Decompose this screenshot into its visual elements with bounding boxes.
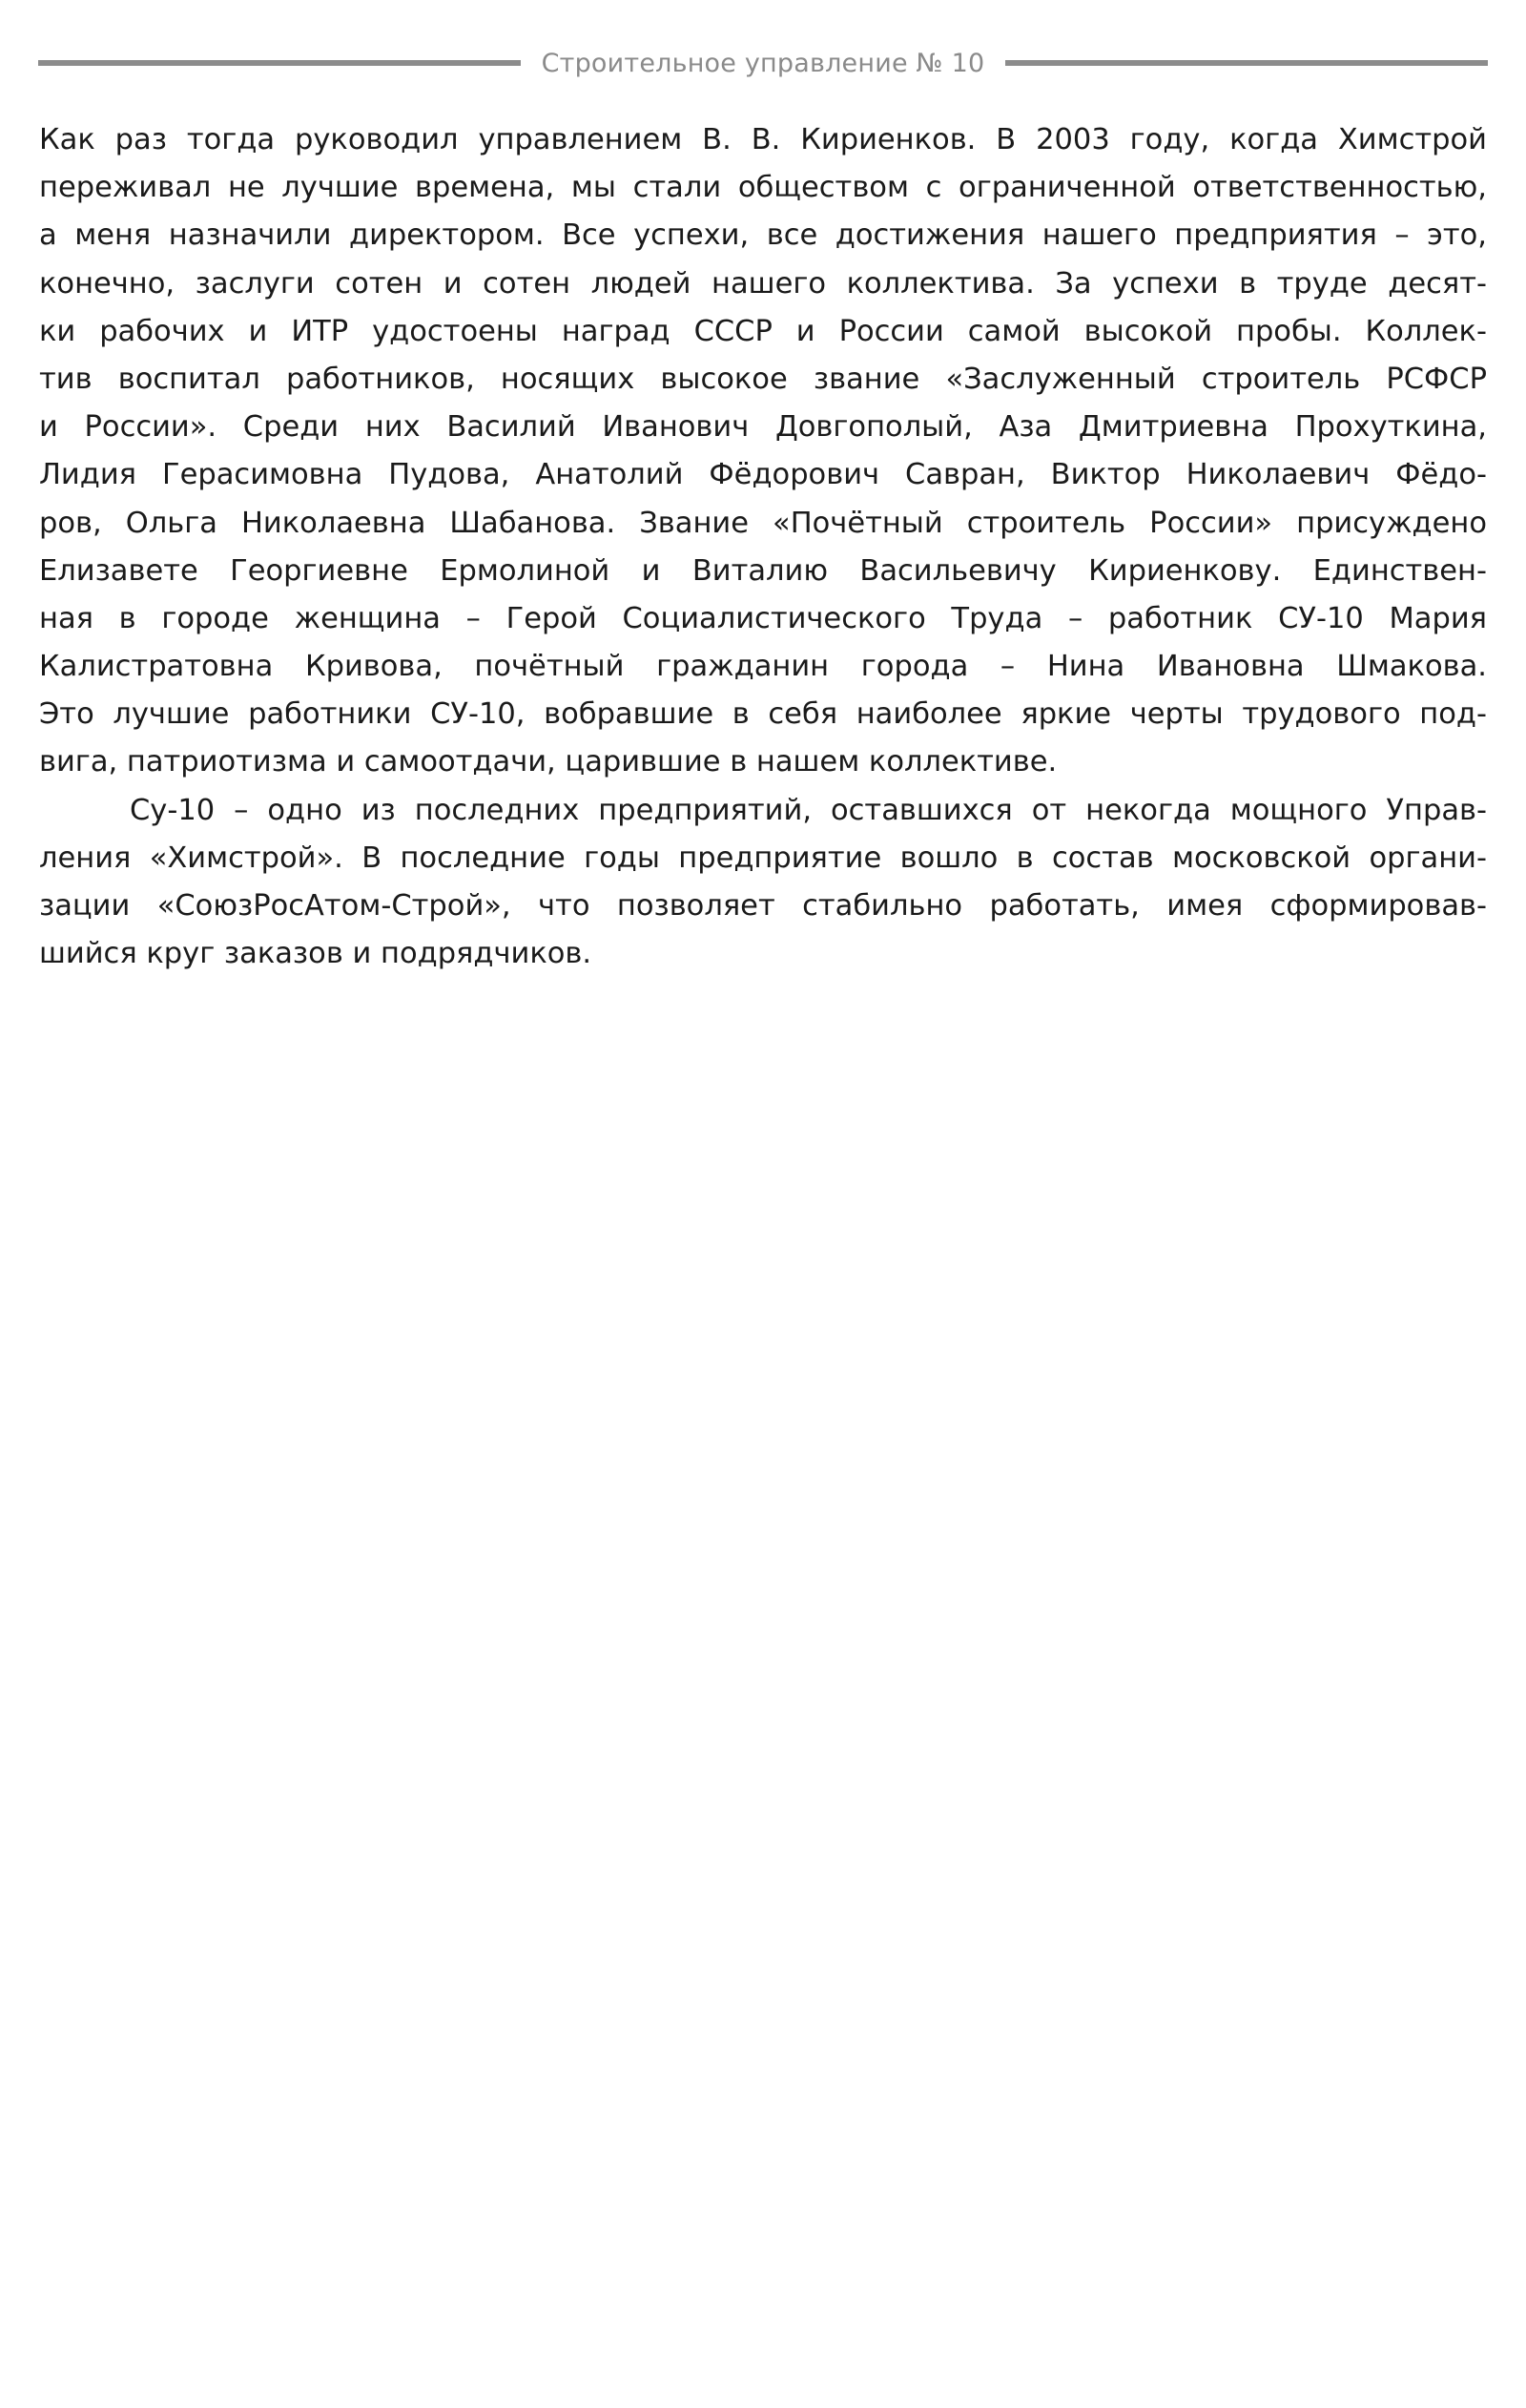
text-line: переживал не лучшие времена, мы стали обществом с ограниченной ответственностью,: [39, 171, 1487, 205]
text-line: ная в городе женщина – Герой Социалистического Труда – работник СУ-10 Мария: [39, 601, 1487, 635]
text-line: ления «Химстрой». В последние годы предприятие вошло в состав московской органи-: [39, 841, 1487, 875]
header-rule-right: [1005, 60, 1488, 66]
paragraph-2: [39, 787, 1487, 979]
header-rule-left: [38, 60, 521, 66]
text-line: Это лучшие работники СУ-10, вобравшие в себя наиболее яркие черты трудового под-: [39, 697, 1487, 732]
header-title: Строительное управление № 10: [541, 48, 985, 78]
text-line: шийся круг заказов и подрядчиков.: [39, 937, 592, 971]
text-line: и России». Среди них Василий Иванович Довгополый, Аза Дмитриевна Прохуткина,: [39, 410, 1487, 445]
text-line: зации «СоюзРосАтом-Строй», что позволяет стабильно работать, имея сформировав-: [39, 889, 1487, 923]
text-line: а меня назначили директором. Все успехи, все достижения нашего предприятия – это,: [39, 218, 1487, 253]
text-line: Как раз тогда руководил управлением В. В. Кириенков. В 2003 году, когда Химстрой: [39, 123, 1487, 156]
paragraph-1: [39, 116, 1487, 787]
text-line: ки рабочих и ИТР удостоены наград СССР и России самой высокой пробы. Коллек-: [39, 314, 1487, 348]
text-line: Елизавете Георгиевне Ермолиной и Виталию Васильевичу Кириенкову. Единствен-: [39, 553, 1487, 588]
running-header: [38, 44, 1488, 82]
text-line: вига, патриотизма и самоотдачи, царившие в нашем коллективе.: [39, 745, 1058, 779]
text-line: конечно, заслуги сотен и сотен людей нашего коллектива. За успехи в труде десят-: [39, 266, 1487, 301]
body-text: [39, 116, 1487, 978]
text-line: Су-10 – одно из последних предприятий, оставшихся от некогда мощного Управ-: [130, 793, 1487, 827]
text-line: Лидия Герасимовна Пудова, Анатолий Фёдорович Савран, Виктор Николаевич Фёдо-: [39, 458, 1487, 492]
text-line: ров, Ольга Николаевна Шабанова. Звание «Почётный строитель России» присуждено: [39, 506, 1487, 540]
text-line: Калистратовна Кривова, почётный гражданин города – Нина Ивановна Шмакова.: [39, 650, 1487, 684]
text-line: тив воспитал работников, носящих высокое звание «Заслуженный строитель РСФСР: [39, 362, 1487, 396]
